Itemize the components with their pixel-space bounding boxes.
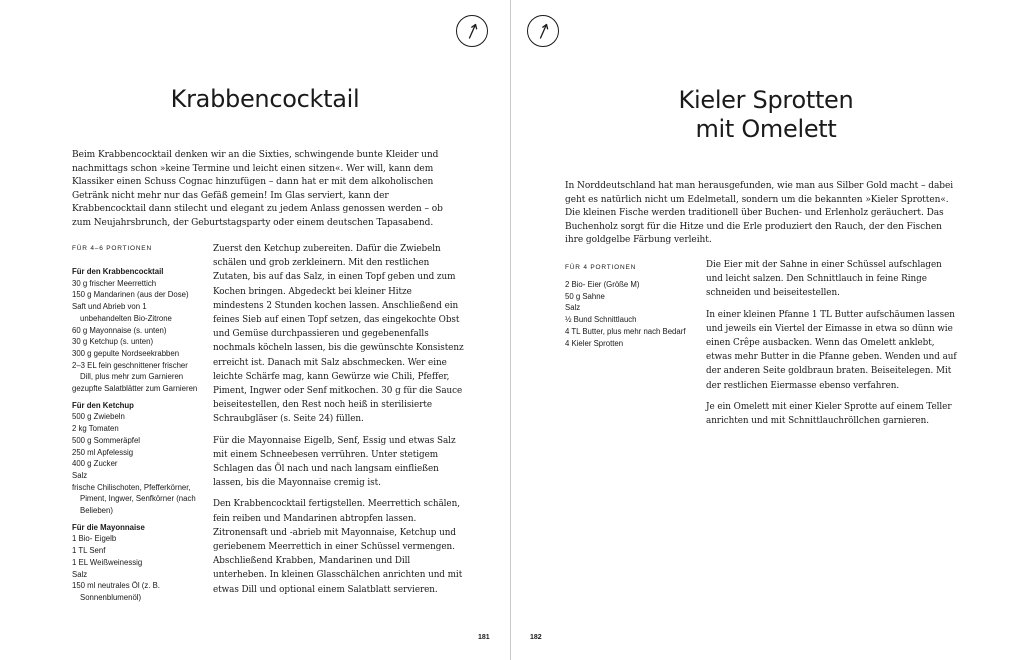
recipe-title-line: mit Omelett [695, 115, 837, 143]
ingredient-item: 4 TL Butter, plus mehr nach Bedarf [565, 326, 686, 336]
recipe-title [551, 86, 981, 144]
recipe-intro: Beim Krabbencocktail denken wir an die Sixties, schwingende bunte Kleider und nachmittags schon »keine Termine und leicht einen sitzen«. Wer will, kann dem Klassiker einen Schuss Cognac hinzufügen – dann hat er mit dem alkoholischen Getränk nicht mehr nur das Gefäß gemein! Im Glas serviert, kann der Krabbencocktail dann stilecht und elegant zu jedem Anlass genossen werden – ob zum Neujahrsbrunch, der Geburtstagsparty oder einem deutschen Tapasabend. [72, 150, 443, 228]
method-paragraph: Den Krabbencocktail fertigstellen. Meerrettich schälen, fein reiben und Mandarinen abtropfen lassen. Zitronensaft und -abrieb mit Mayonnaise, Ketchup und geriebenem Meerrettich in einer Schüssel vermengen. Abschließend Krabben, Mandarinen und Dill unterheben. In kleinen Glasschälchen anrichten und mit etwas Dill und optional einem Salatblatt servieren. [213, 499, 463, 595]
recipe-intro: In Norddeutschland hat man herausgefunden, wie man aus Silber Gold macht – dabei geht es natürlich nicht um Edelmetall, sondern um die bekannten »Kieler Sprotten«. Die kleinen Fische werden traditionell über Buchen- und Erlenholz geräuchert. Das Buchenholz sorgt für die Hitze und die Erle produziert den Rauch, der den Fischen ihre goldgelbe Färbung verleiht. [565, 181, 954, 246]
method-paragraph: In einer kleinen Pfanne 1 TL Butter aufschäumen lassen und jeweils ein Viertel der Eimasse in etwa so dünn wie einen Crêpe ausbacken. Wenn das Omelett anklebt, etwas mehr Butter in die Pfanne geben. Wenden und auf der anderen Seite goldbraun braten. Beiseitelegen. Mit der restlichen Eiermasse ebenso verfahren. [706, 309, 957, 391]
recipe-title-text: Krabbencocktail [170, 85, 360, 113]
method-paragraph: Je ein Omelett mit einer Kieler Sprotte auf einem Teller anrichten und mit Schnittlauchröllchen garnieren. [706, 401, 952, 427]
ingredient-item: Salz [565, 303, 581, 313]
ingredient-item: 2 Bio- Eier (Größe M) [565, 280, 640, 289]
ingredient-item: 250 ml Apfelessig [72, 447, 134, 457]
recipe-title-line: Kieler Sprotten [678, 86, 854, 114]
method-paragraph: Zuerst den Ketchup zubereiten. Dafür die Zwiebeln schälen und grob zerkleinern. Mit den restlichen Zutaten, bis auf das Salz, in einen Topf geben und zum Kochen bringen. Abgedeckt bei kleiner Hitze mindestens 2 Stunden kochen lassen. Anschließend ein feines Sieb auf einen Topf setzen, das eingekochte Obst und Gemüse durchpassieren und gegebenenfalls nochmals köcheln lassen, bis die gewünschte Konsistenz erreicht ist. Danach mit Salz abschmecken. Wer eine leichte Schärfe mag, kann Gewürze wie Chili, Pfeffer, Piment, Ingwer oder Senf mitkochen. 30 g für die Sauce beiseitestellen, den Rest noch heiß in sterilisierte Schraubgläser (s. Seite 24) füllen. [213, 244, 464, 425]
ingredient-item: 2–3 EL fein geschnittener frischer Dill, plus mehr zum Garnieren [72, 360, 188, 382]
ingredient-item: 400 g Zucker [72, 459, 118, 469]
ingredient-item: 2 kg Tomaten [72, 424, 119, 434]
ingredient-item: 60 g Mayonnaise (s. unten) [72, 325, 167, 335]
ingredient-item: 30 g Ketchup (s. unten) [72, 337, 154, 347]
ingredient-item: 50 g Sahne [565, 291, 605, 301]
method-text [213, 242, 465, 604]
ingredient-group-heading: Für die Mayonnaise [72, 522, 145, 532]
ingredient-group-heading: Für den Ketchup [72, 400, 134, 410]
ingredient-item: Salz [72, 569, 88, 579]
ingredient-item: 500 g Zwiebeln [72, 412, 125, 422]
page-182 [511, 0, 1020, 660]
ingredient-group-heading: Für den Krabbencocktail [72, 267, 164, 276]
ingredient-group-krabbencocktail [72, 266, 200, 395]
ingredient-item: 150 ml neutrales Öl (z. B. Sonnenblumenöl) [72, 581, 160, 602]
method-paragraph: Die Eier mit der Sahne in einer Schüssel aufschlagen und leicht salzen. Den Schnittlauch in feine Ringe schneiden und beiseitestellen. [706, 260, 942, 299]
ingredient-item: 1 Bio- Eigelb [72, 534, 117, 544]
ingredient-item: 4 Kieler Sprotten [565, 338, 624, 348]
ingredient-group-ketchup [72, 400, 200, 517]
ingredient-item: 300 g gepulte Nordseekrabben [72, 348, 180, 358]
ingredient-item: gezupfte Salatblätter zum Garnieren [72, 384, 198, 394]
ingredient-item: ½ Bund Schnittlauch [565, 315, 637, 325]
ingredient-item: 1 TL Senf [72, 546, 106, 556]
recipe-title [60, 85, 470, 114]
method-paragraph: Für die Mayonnaise Eigelb, Senf, Essig und etwas Salz mit einem Schneebesen verrühren. Unter stetigem Schlagen das Öl nach und nach langsam einfließen lassen, bis die Mayonnaise cremig ist. [213, 435, 456, 489]
ingredient-item: Saft und Abrieb von 1 unbehandelten Bio-Zitrone [72, 302, 172, 323]
ingredient-item: 150 g Mandarinen (aus der Dose) [72, 290, 189, 300]
portions-label: FÜR 4 PORTIONEN [565, 264, 637, 271]
ingredient-item: frische Chilischoten, Pfefferkörner, Piment, Ingwer, Senfkörner (nach Belieben) [72, 482, 196, 516]
ingredient-item: Salz [72, 470, 88, 480]
page-number: 182 [530, 634, 542, 641]
ingredients-list [72, 266, 200, 609]
method-text [706, 258, 959, 435]
arrow-up-right-icon[interactable] [456, 15, 488, 47]
portions-label: FÜR 4–6 PORTIONEN [72, 245, 152, 252]
page-number: 181 [478, 634, 490, 641]
ingredient-item: 1 EL Weißweinessig [72, 557, 143, 567]
ingredient-item: 500 g Sommeräpfel [72, 435, 141, 445]
ingredients-list [565, 279, 705, 349]
ingredient-group-mayonnaise [72, 522, 200, 604]
arrow-up-right-icon[interactable] [527, 15, 559, 47]
ingredient-item: 30 g frischer Meerrettich [72, 278, 157, 288]
